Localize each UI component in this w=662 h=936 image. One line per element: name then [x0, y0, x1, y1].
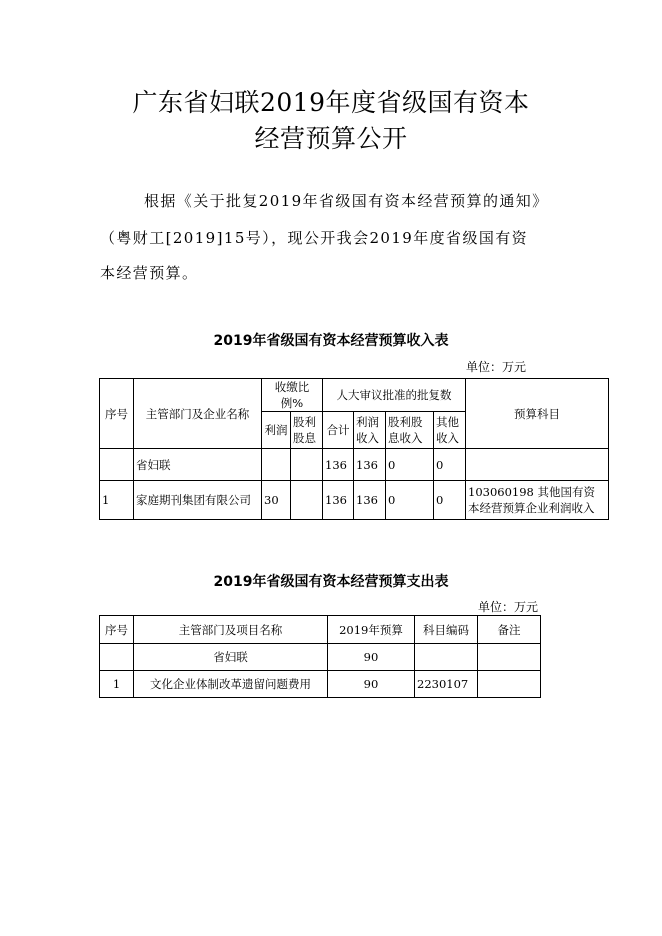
- expense-budget: 90: [328, 644, 415, 671]
- income-header-other-income: 其他收入: [434, 412, 466, 449]
- expense-header-dept: 主管部门及项目名称: [134, 616, 328, 644]
- income-header-ratio-profit: 利润: [262, 412, 291, 449]
- table-row: [100, 644, 541, 671]
- income-dividend: 0: [386, 481, 434, 520]
- expense-budget: 90: [328, 671, 415, 698]
- income-header-profit-income: 利润收入: [354, 412, 386, 449]
- expense-table-unit: 单位：万元: [478, 600, 539, 614]
- income-header-dividend-income: 股利股息收入: [386, 412, 434, 449]
- income-total: 136: [323, 449, 354, 481]
- income-header-row: [100, 379, 609, 412]
- expense-table: [99, 615, 541, 698]
- table-row: [100, 671, 541, 698]
- expense-seq: [100, 644, 134, 671]
- income-table: [99, 378, 609, 520]
- expense-header-seq: 序号: [100, 616, 134, 644]
- expense-header-code: 科目编码: [415, 616, 478, 644]
- expense-code: 2230107: [415, 671, 478, 698]
- income-header-subject: 预算科目: [466, 379, 609, 449]
- expense-seq: 1: [100, 671, 134, 698]
- income-table-title: 2019年省级国有资本经营预算收入表: [213, 333, 449, 349]
- income-other: 0: [434, 481, 466, 520]
- income-header-seq: 序号: [100, 379, 134, 449]
- expense-note: [478, 644, 541, 671]
- intro-line1: 根据《关于批复2019年省级国有资本经营预算的通知》: [144, 192, 549, 210]
- intro-line3: 本经营预算。: [100, 264, 199, 282]
- income-dept: 家庭期刊集团有限公司: [134, 481, 262, 520]
- income-dept: 省妇联: [134, 449, 262, 481]
- income-header-ratio-dividend: 股利股息: [291, 412, 323, 449]
- expense-code: [415, 644, 478, 671]
- income-subject: 103060198 其他国有资本经营预算企业利润收入: [466, 481, 609, 520]
- income-header-approved: 人大审议批准的批复数: [323, 379, 466, 412]
- income-ratio-profit: 30: [262, 481, 291, 520]
- table-row: [100, 481, 609, 520]
- income-dividend: 0: [386, 449, 434, 481]
- income-table-unit: 单位：万元: [466, 360, 527, 374]
- income-profit: 136: [354, 481, 386, 520]
- page-title-line2: 经营预算公开: [254, 124, 408, 153]
- income-total: 136: [323, 481, 354, 520]
- table-row: [100, 449, 609, 481]
- expense-header-budget: 2019年预算: [328, 616, 415, 644]
- income-seq: 1: [100, 481, 134, 520]
- income-ratio-dividend: [291, 481, 323, 520]
- income-ratio-profit: [262, 449, 291, 481]
- income-ratio-dividend: [291, 449, 323, 481]
- expense-note: [478, 671, 541, 698]
- expense-header-note: 备注: [478, 616, 541, 644]
- income-other: 0: [434, 449, 466, 481]
- income-seq: [100, 449, 134, 481]
- income-header-dept: 主管部门及企业名称: [134, 379, 262, 449]
- expense-dept: 省妇联: [134, 644, 328, 671]
- expense-table-title: 2019年省级国有资本经营预算支出表: [213, 574, 449, 590]
- intro-line2: （粤财工[2019]15号），现公开我会2019年度省级国有资: [100, 229, 529, 247]
- income-header-ratio: 收缴比例%: [262, 379, 323, 412]
- expense-dept: 文化企业体制改革遗留问题费用: [134, 671, 328, 698]
- income-header-total: 合计: [323, 412, 354, 449]
- income-subject: [466, 449, 609, 481]
- income-profit: 136: [354, 449, 386, 481]
- expense-header-row: [100, 616, 541, 644]
- page-title-line1: 广东省妇联2019年度省级国有资本: [132, 88, 530, 117]
